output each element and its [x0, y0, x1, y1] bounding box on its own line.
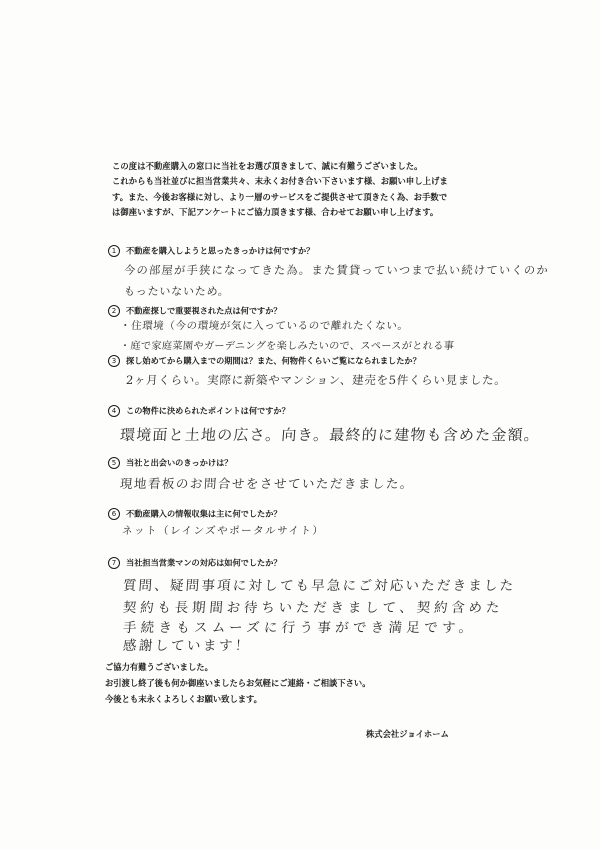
question-4: [108, 405, 290, 417]
intro-line: これからも当社並びに担当営業共々、末永くお付き合い下さいます様、お願い申し上げま: [112, 176, 448, 187]
question-text: 不動産を購入しようと思ったきっかけは何ですか？: [126, 245, 315, 256]
intro-paragraph: [112, 159, 484, 220]
handwritten-answer: もったいないため。: [123, 285, 231, 298]
question-number: 7: [108, 557, 120, 569]
intro-line: は御座いますが、下記アンケートにご協力頂きます様、合わせてお願い申し上げます。: [112, 206, 439, 217]
handwritten-answer: ・住環境（今の環境が気に入っているので離れたくない。: [119, 320, 409, 332]
question-3: [108, 355, 421, 367]
question-number: 2: [108, 305, 120, 317]
intro-line: す。また、今後お客様に対し、より一層のサービスをご提供させて頂きたく為、お手数で: [112, 191, 448, 202]
closing-line: 今後とも末永くよろしくお願い致します。: [105, 694, 262, 704]
question-6: [108, 508, 282, 520]
handwritten-answer: 手続きもスムーズに行う事ができ満足です。: [122, 620, 477, 636]
question-text: 不動産探しで重要視された点は何ですか？: [126, 305, 282, 316]
question-2: [108, 305, 282, 317]
question-number: 1: [108, 245, 120, 257]
intro-line: この度は不動産購入の窓口に当社をお選び頂きまして、誠に有難うございました。: [112, 161, 423, 171]
question-text: 不動産購入の情報収集は主に何でしたか？: [126, 508, 282, 519]
question-text: 当社と出会いのきっかけは？: [126, 457, 233, 468]
handwritten-answer: ネット（レインズやポータルサイト）: [121, 525, 325, 537]
question-text: 当社担当営業マンの対応は如何でしたか？: [126, 557, 282, 568]
question-number: 5: [108, 457, 120, 469]
closing-line: ご協力有難うございました。: [105, 662, 213, 672]
question-text: 探し始めてから購入までの期間は？また、何物件くらいご覧になられましたか？: [126, 355, 421, 366]
closing-line: お引渡し終了後も何か御座いましたらお気軽にご連絡・ご相談下さい。: [105, 678, 371, 688]
handwritten-answer: 契約も長期間お待ちいただきまして、契約含めた: [122, 600, 504, 616]
question-1: [108, 245, 314, 257]
question-number: 4: [108, 405, 120, 417]
closing-message: [105, 659, 371, 707]
question-5: [108, 457, 232, 469]
handwritten-answer: 現地看板のお問合せをさせていただきました。: [119, 476, 415, 491]
handwritten-answer: 感謝しています！: [122, 638, 252, 654]
handwritten-answer: ・庭で家庭菜園やガーデニングを楽しみたいので、スペースがとれる事: [119, 341, 455, 352]
question-7: [108, 557, 282, 569]
question-number: 3: [108, 355, 120, 367]
company-name: 株式会社ジョイホーム: [366, 729, 449, 739]
question-number: 6: [108, 508, 120, 520]
handwritten-answer: 質問、疑問事項に対しても早急にご対応いただきました: [122, 578, 516, 594]
handwritten-answer: 環境面と土地の広さ。向き。最終的に建物も含めた金額。: [119, 426, 541, 444]
handwritten-answer: 今の部屋が手狭になってきた為。また賃貸っていつまで払い続けていくのか: [123, 264, 550, 277]
question-text: この物件に決められたポイントは何ですか？: [126, 405, 290, 416]
handwritten-answer: 2ヶ月くらい。実際に新築やマンション、建売を5件くらい見ました。: [125, 373, 508, 387]
